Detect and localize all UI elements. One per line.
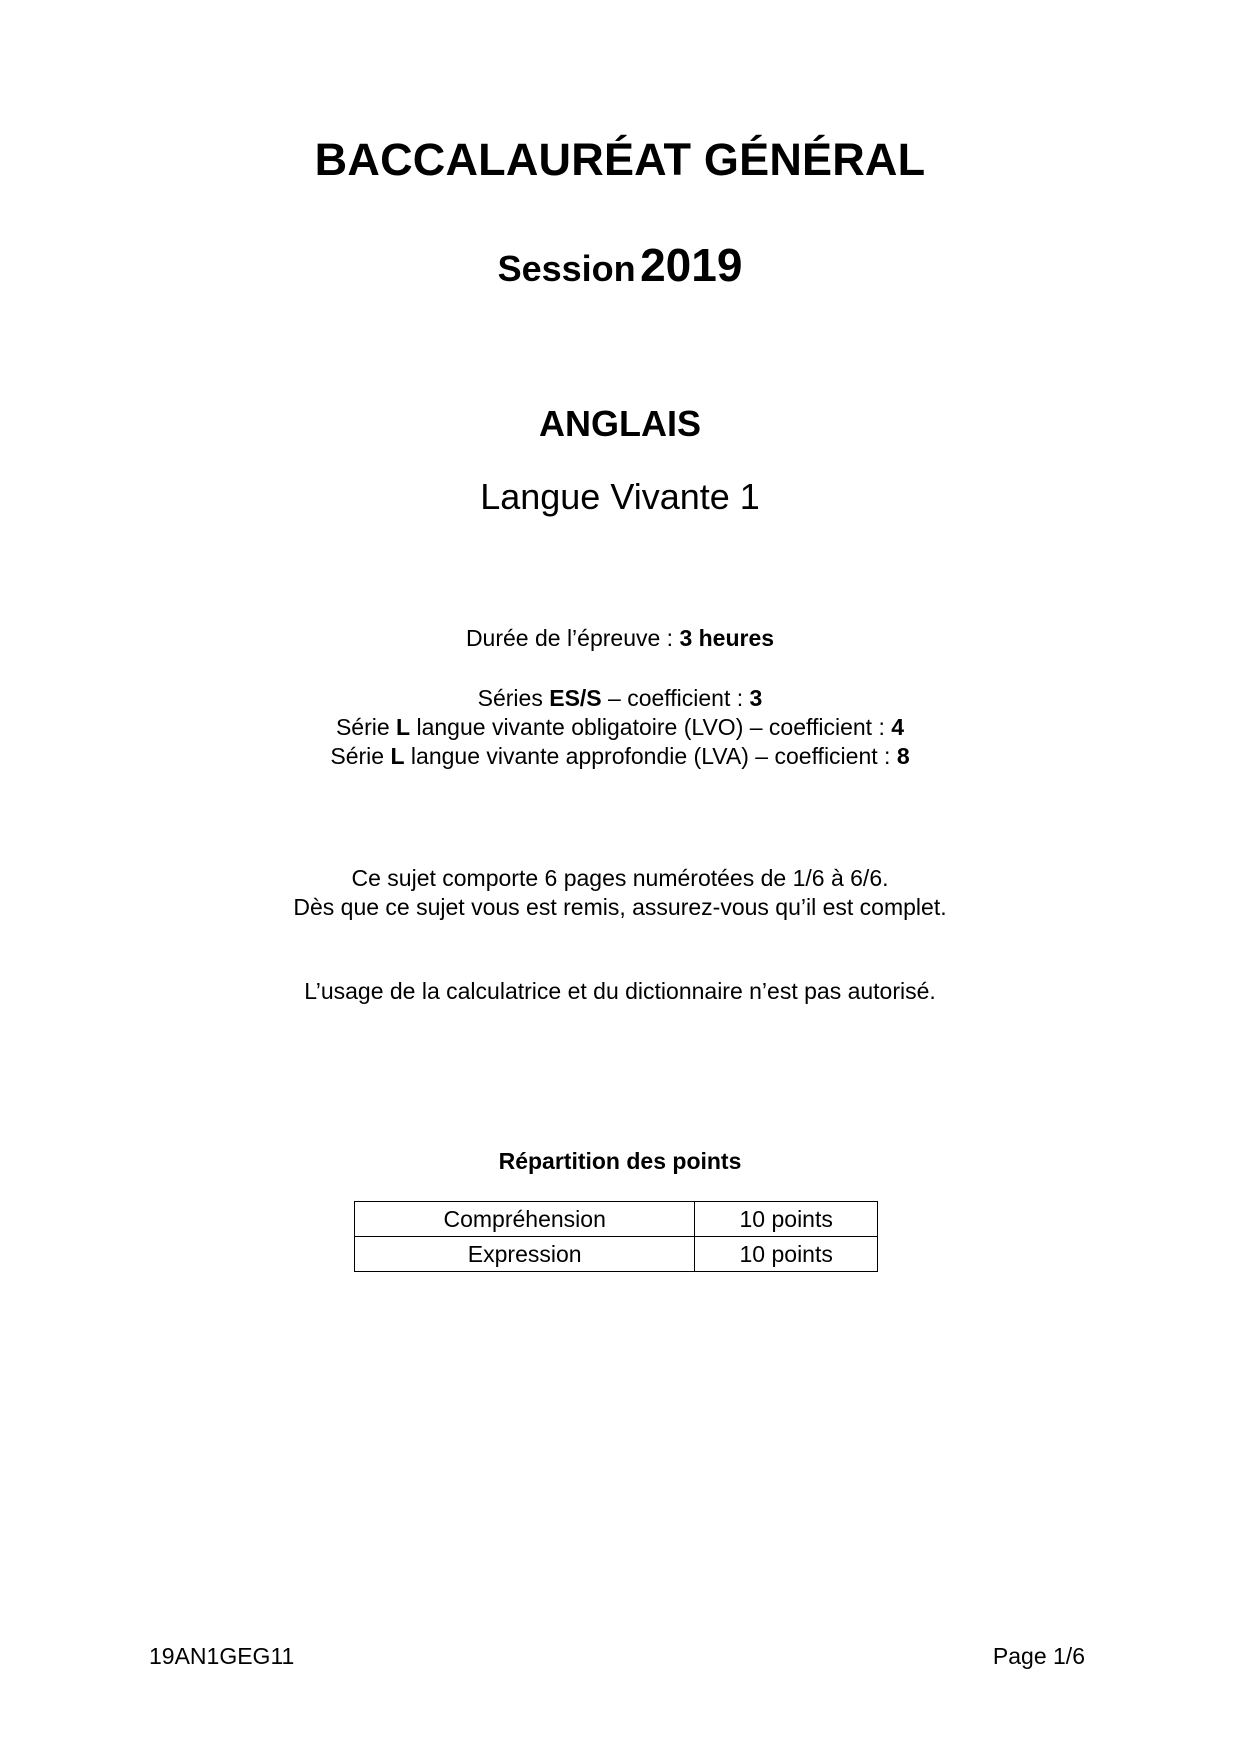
points-category: Expression	[355, 1237, 695, 1272]
series-line	[0, 713, 1240, 741]
footer-page-number: Page 1/6	[992, 1643, 1085, 1669]
points-title: Répartition des points	[498, 1148, 742, 1174]
session-heading	[0, 238, 1240, 292]
series-description: langue vivante approfondie (LVA) – coefficient :	[404, 743, 897, 769]
duration-label: Durée de l’épreuve :	[465, 625, 680, 651]
series-name: L	[396, 714, 411, 740]
points-value: 10 points	[695, 1202, 878, 1237]
session-label: Session	[497, 248, 636, 289]
points-table	[354, 1201, 878, 1272]
series-description: – coefficient :	[601, 685, 750, 711]
usage-instruction: L’usage de la calculatrice et du dictionnaire n’est pas autorisé.	[304, 978, 936, 1004]
table-row	[355, 1202, 878, 1237]
series-coefficient: 8	[896, 743, 910, 769]
document-title: BACCALAURÉAT GÉNÉRAL	[314, 134, 926, 185]
duration-value: 3 heures	[679, 625, 775, 651]
series-description: langue vivante obligatoire (LVO) – coefficient :	[410, 714, 892, 740]
language-level: Langue Vivante 1	[480, 476, 760, 517]
series-coefficient: 4	[891, 714, 905, 740]
series-line	[0, 684, 1240, 712]
pages-instruction: Ce sujet comporte 6 pages numérotées de 1/6 à 6/6.	[351, 865, 889, 891]
table-row	[355, 1237, 878, 1272]
complete-instruction: Dès que ce sujet vous est remis, assurez-vous qu’il est complet.	[293, 894, 947, 920]
session-year: 2019	[640, 239, 743, 291]
series-line	[0, 742, 1240, 770]
footer-code: 19AN1GEG11	[149, 1643, 295, 1669]
series-name: L	[390, 743, 405, 769]
series-name: ES/S	[549, 685, 602, 711]
series-prefix: Séries	[477, 685, 550, 711]
points-category: Compréhension	[355, 1202, 695, 1237]
points-value: 10 points	[695, 1237, 878, 1272]
subject-heading: ANGLAIS	[539, 403, 701, 444]
series-coefficient: 3	[749, 685, 763, 711]
duration-line	[0, 624, 1240, 652]
series-prefix: Série	[335, 714, 397, 740]
series-prefix: Série	[330, 743, 391, 769]
